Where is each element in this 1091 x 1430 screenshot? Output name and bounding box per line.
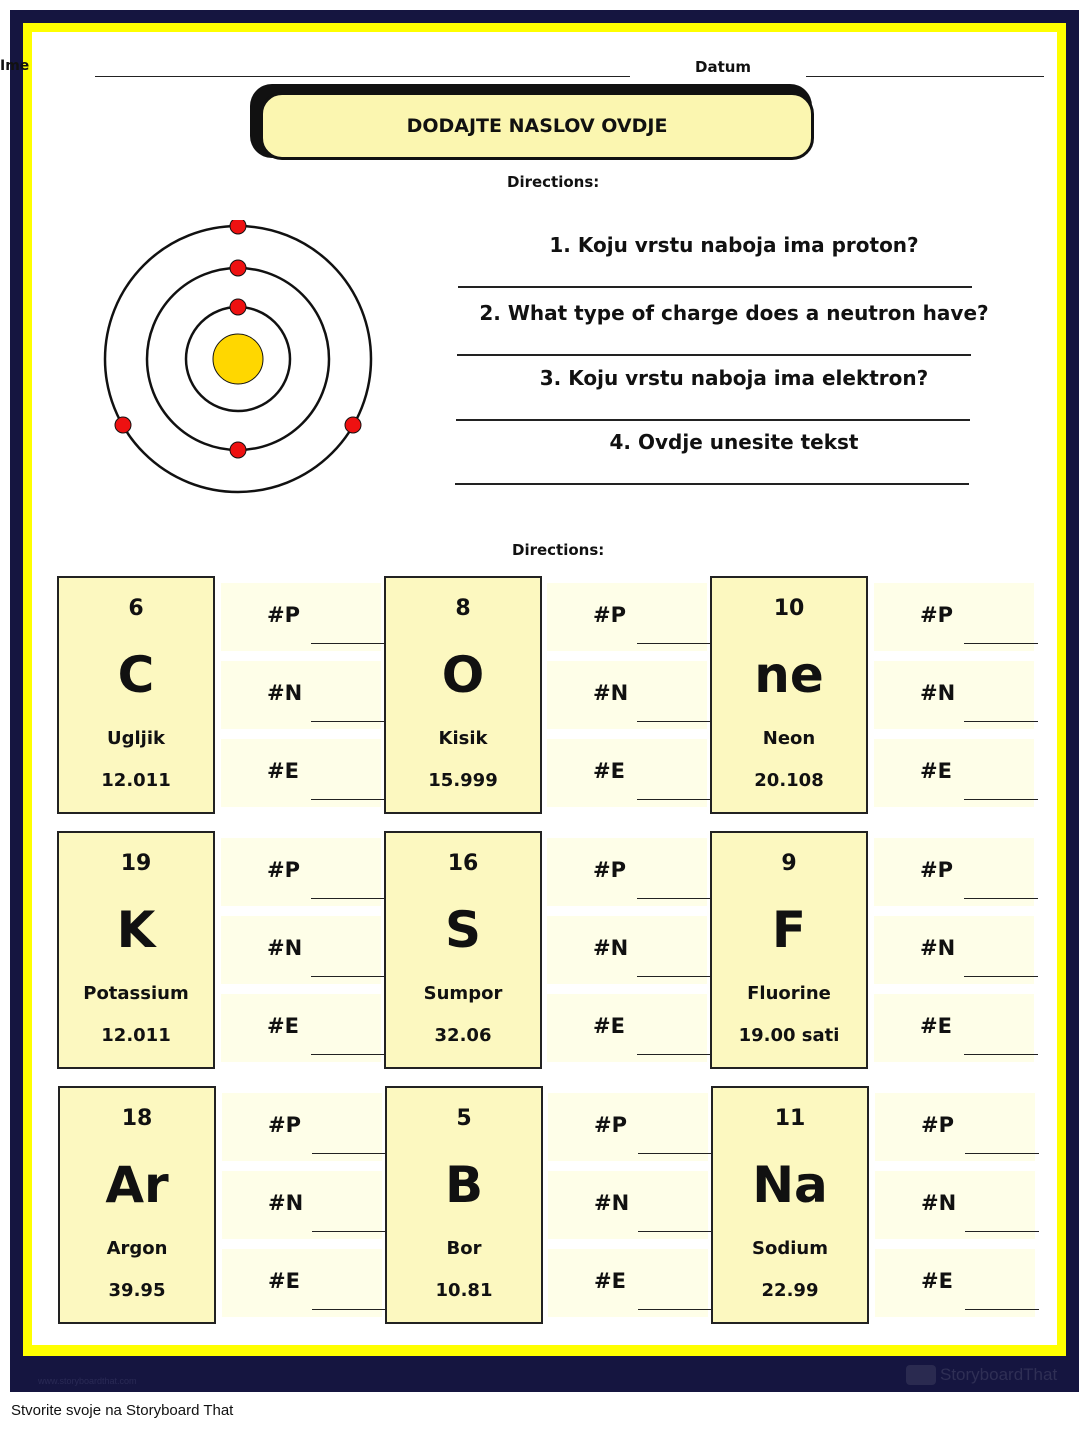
proton-label: #P (593, 858, 626, 882)
neutron-label: #N (268, 1191, 304, 1215)
directions-bottom: Directions: (512, 541, 605, 559)
atomic-number: 9 (781, 851, 797, 876)
neutron-label: #N (593, 681, 629, 705)
electron-label: #E (593, 759, 625, 783)
electron-label: #E (267, 759, 299, 783)
atomic-number: 10 (773, 596, 805, 621)
electron-count-field[interactable] (548, 1249, 708, 1317)
element-card (57, 831, 215, 1069)
element-symbol: C (117, 646, 155, 704)
neutron-label: #N (593, 936, 629, 960)
footer-url: www.storyboardthat.com (38, 1376, 137, 1386)
atomic-number: 16 (447, 851, 479, 876)
date-label: Datum (695, 58, 752, 76)
atomic-number: 11 (774, 1106, 806, 1131)
neutron-label: #N (920, 681, 956, 705)
atomic-mass: 39.95 (108, 1280, 166, 1301)
neutron-label: #N (267, 936, 303, 960)
element-symbol: O (441, 646, 485, 704)
element-name: Neon (762, 728, 816, 749)
electron-label: #E (268, 1269, 300, 1293)
neutron-count-field[interactable] (221, 661, 381, 729)
proton-label: #P (267, 858, 300, 882)
element-symbol: B (444, 1156, 484, 1214)
electron-count-field[interactable] (874, 739, 1034, 807)
element-name: Fluorine (747, 983, 831, 1004)
date-field[interactable] (806, 76, 1044, 77)
element-card (711, 1086, 869, 1324)
element-symbol: F (771, 901, 807, 959)
proton-count-field[interactable] (222, 1093, 382, 1161)
neutron-count-field[interactable] (221, 916, 381, 984)
name-label: Ime (0, 58, 30, 74)
atomic-mass: 10.81 (435, 1280, 493, 1301)
footer-caption[interactable]: Stvorite svoje na Storyboard That (11, 1402, 234, 1419)
atomic-mass: 12.011 (101, 1025, 171, 1046)
electron-count-field[interactable] (222, 1249, 382, 1317)
question-2: 2. What type of charge does a neutron have? (479, 301, 989, 325)
electron (115, 417, 131, 433)
proton-label: #P (921, 1113, 954, 1137)
proton-label: #P (920, 603, 953, 627)
electron (230, 260, 246, 276)
neutron-count-field[interactable] (547, 916, 707, 984)
worksheet-title[interactable]: DODAJTE NASLOV OVDJE (260, 92, 814, 160)
neutron-count-field[interactable] (222, 1171, 382, 1239)
electron-count-field[interactable] (547, 739, 707, 807)
atomic-mass: 22.99 (761, 1280, 819, 1301)
directions-top: Directions: (507, 173, 600, 191)
proton-count-field[interactable] (875, 1093, 1035, 1161)
proton-count-field[interactable] (874, 838, 1034, 906)
element-symbol: Ar (105, 1156, 169, 1214)
electron-label: #E (593, 1014, 625, 1038)
electron-count-field[interactable] (221, 739, 381, 807)
atomic-number: 18 (121, 1106, 153, 1131)
proton-label: #P (920, 858, 953, 882)
answer-line-4[interactable] (455, 483, 969, 485)
electron-label: #E (920, 1014, 952, 1038)
electron-label: #E (594, 1269, 626, 1293)
proton-count-field[interactable] (547, 838, 707, 906)
electron-count-field[interactable] (221, 994, 381, 1062)
element-symbol: K (116, 901, 156, 959)
logo-text: StoryboardThat (940, 1365, 1058, 1384)
question-4: 4. Ovdje unesite tekst (609, 430, 859, 454)
atomic-mass: 32.06 (434, 1025, 492, 1046)
element-symbol: ne (754, 646, 824, 704)
answer-line-3[interactable] (456, 419, 970, 421)
element-symbol: S (444, 901, 481, 959)
electron-count-field[interactable] (547, 994, 707, 1062)
neutron-count-field[interactable] (874, 661, 1034, 729)
proton-label: #P (268, 1113, 301, 1137)
electron-label: #E (920, 759, 952, 783)
element-card (710, 576, 868, 814)
electron (230, 220, 246, 234)
neutron-label: #N (267, 681, 303, 705)
proton-count-field[interactable] (547, 583, 707, 651)
element-card (384, 831, 542, 1069)
atomic-mass: 12.011 (101, 770, 171, 791)
element-symbol: Na (752, 1156, 828, 1214)
element-card (57, 576, 215, 814)
question-3: 3. Koju vrstu naboja ima elektron? (539, 366, 929, 390)
name-field[interactable] (95, 76, 630, 77)
atomic-number: 5 (456, 1106, 472, 1131)
proton-count-field[interactable] (221, 583, 381, 651)
electron-count-field[interactable] (875, 1249, 1035, 1317)
proton-label: #P (267, 603, 300, 627)
bohr-atom-model-icon (100, 220, 376, 496)
atomic-number: 19 (120, 851, 152, 876)
proton-count-field[interactable] (548, 1093, 708, 1161)
neutron-count-field[interactable] (548, 1171, 708, 1239)
answer-line-2[interactable] (457, 354, 971, 356)
atomic-mass: 19.00 sati (738, 1025, 840, 1046)
element-card (710, 831, 868, 1069)
neutron-count-field[interactable] (875, 1171, 1035, 1239)
question-1: 1. Koju vrstu naboja ima proton? (549, 233, 919, 257)
neutron-count-field[interactable] (874, 916, 1034, 984)
proton-label: #P (594, 1113, 627, 1137)
element-name: Sumpor (423, 983, 503, 1004)
element-card (384, 576, 542, 814)
electron (230, 299, 246, 315)
neutron-label: #N (921, 1191, 957, 1215)
element-card (385, 1086, 543, 1324)
element-name: Argon (106, 1238, 168, 1259)
electron (345, 417, 361, 433)
electron-label: #E (921, 1269, 953, 1293)
speech-bubble-icon (906, 1365, 936, 1385)
atomic-mass: 20.108 (754, 770, 824, 791)
electron (230, 442, 246, 458)
atomic-number: 8 (455, 596, 471, 621)
storyboardthat-logo (906, 1365, 1057, 1385)
neutron-count-field[interactable] (547, 661, 707, 729)
neutron-label: #N (594, 1191, 630, 1215)
neutron-label: #N (920, 936, 956, 960)
answer-line-1[interactable] (458, 286, 972, 288)
element-name: Kisik (438, 728, 488, 749)
element-name: Potassium (83, 983, 189, 1004)
nucleus (213, 334, 263, 384)
electron-count-field[interactable] (874, 994, 1034, 1062)
electron-label: #E (267, 1014, 299, 1038)
element-name: Sodium (752, 1238, 828, 1259)
atomic-mass: 15.999 (428, 770, 498, 791)
element-name: Bor (446, 1238, 482, 1259)
proton-count-field[interactable] (874, 583, 1034, 651)
element-name: Ugljik (107, 728, 165, 749)
proton-count-field[interactable] (221, 838, 381, 906)
proton-label: #P (593, 603, 626, 627)
atomic-number: 6 (128, 596, 144, 621)
element-card (58, 1086, 216, 1324)
